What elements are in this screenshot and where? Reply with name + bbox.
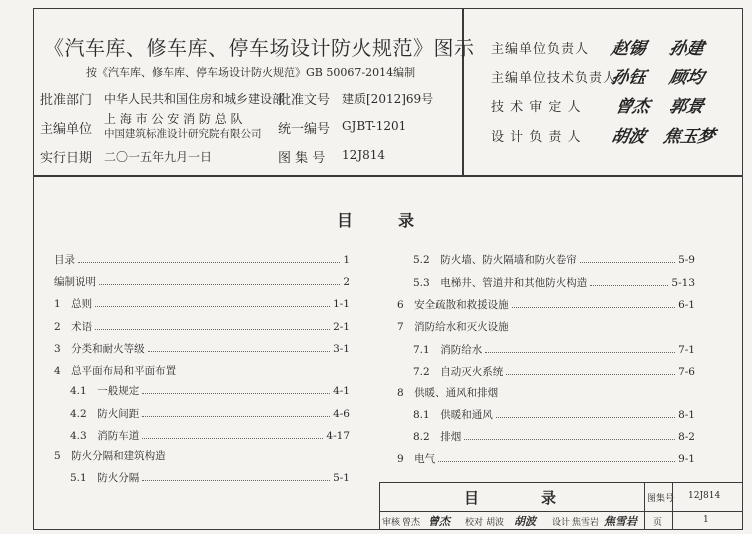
toc-entry-page: 6-1	[678, 299, 695, 311]
toc-entry-page: 4-17	[326, 430, 350, 442]
toc-heading-char-2: 录	[398, 211, 415, 230]
toc-leader-dots	[580, 261, 675, 263]
unified-no-label: 统一编号	[278, 122, 331, 137]
toc-entry[interactable]	[54, 296, 350, 310]
atlas-no-label: 图 集 号	[278, 151, 326, 166]
toc-leader-dots	[590, 284, 668, 286]
toc-entry-page: 4-1	[333, 385, 350, 397]
toc-leader-dots	[95, 328, 330, 330]
toc-leader-dots	[95, 305, 330, 307]
title-block-checker-name: 胡波	[486, 518, 505, 528]
toc-entry-page: 5-9	[678, 254, 695, 266]
toc-leader-dots	[512, 306, 675, 308]
toc-entry[interactable]	[70, 470, 350, 484]
toc-entry-label: 编制说明	[54, 276, 96, 288]
editor-unit-value-1: 上 海 市 公 安 消 防 总 队	[104, 112, 243, 126]
title-block-check-label: 校对	[465, 518, 484, 528]
title-block-designer-signature: 焦雪岩	[604, 515, 637, 528]
signature-chief-unit-1: 赵锡	[609, 39, 648, 59]
toc-entry[interactable]	[54, 274, 350, 288]
toc-entry-label: 5.2 防火墙、防火隔墙和防火卷帘	[413, 254, 577, 266]
toc-entry-label: 目录	[54, 254, 75, 266]
title-block-atlas-label: 图集号	[647, 494, 675, 504]
approval-dept-value: 中华人民共和国住房和城乡建设部	[104, 92, 285, 106]
toc-entry-page: 9-1	[678, 453, 695, 465]
toc-entry-label: 6 安全疏散和救援设施	[397, 299, 509, 311]
toc-entry[interactable]	[70, 428, 350, 442]
toc-leader-dots	[99, 283, 340, 285]
approval-doc-value: 建质[2012]69号	[342, 92, 434, 106]
toc-entry-page: 3-1	[333, 343, 350, 355]
toc-entry-page: 5-13	[671, 277, 695, 289]
signature-design-lead-2: 焦玉梦	[661, 127, 717, 147]
toc-entry-page: 8-1	[678, 409, 695, 421]
title-block-divider	[644, 482, 645, 530]
toc-section-title[interactable]: 7 消防给水和灭火设施	[397, 321, 509, 333]
signature-design-lead-1: 胡波	[609, 127, 648, 147]
toc-entry-page: 8-2	[678, 431, 695, 443]
toc-entry[interactable]	[413, 429, 695, 443]
editor-unit-label: 主编单位	[40, 122, 93, 137]
title-block-review-label: 审核	[382, 518, 401, 528]
toc-leader-dots	[142, 392, 330, 394]
signature-tech-review-1: 曾杰	[613, 97, 652, 117]
toc-entry-label: 2 术语	[54, 321, 93, 333]
signature-tech-lead-1: 孙钰	[609, 68, 648, 88]
toc-leader-dots	[78, 261, 340, 263]
editor-unit-value-2: 中国建筑标准设计研究院有限公司	[104, 128, 262, 140]
toc-leader-dots	[142, 415, 330, 417]
resp-label-tech-lead: 主编单位技术负责人	[491, 71, 618, 86]
atlas-title: 《汽车库、修车库、停车场设计防火规范》图示	[44, 36, 475, 60]
toc-leader-dots	[148, 350, 330, 352]
toc-entry[interactable]	[70, 383, 350, 397]
toc-section-title[interactable]: 5 防火分隔和建筑构造	[54, 450, 166, 462]
toc-entry-page: 7-6	[678, 366, 695, 378]
title-block-page-value: 1	[703, 515, 709, 525]
toc-entry-page: 1	[343, 254, 350, 266]
title-block-checker-signature: 胡波	[514, 515, 536, 528]
title-block-designer-name: 焦雪岩	[572, 518, 600, 528]
toc-entry[interactable]	[54, 252, 350, 266]
approval-doc-label: 批准文号	[278, 93, 331, 108]
title-block-title-char-2: 录	[541, 489, 559, 507]
resp-label-design-lead: 设 计 负 责 人	[491, 130, 582, 145]
toc-entry[interactable]	[413, 252, 695, 266]
signature-chief-unit-2: 孙建	[667, 39, 706, 59]
resp-label-tech-review: 技 术 审 定 人	[491, 100, 582, 115]
impl-date-value: 二〇一五年九月一日	[104, 150, 213, 164]
toc-entry-page: 4-6	[333, 408, 350, 420]
toc-leader-dots	[464, 438, 675, 440]
toc-heading-char-1: 目	[337, 211, 354, 230]
resp-label-chief-unit: 主编单位负责人	[491, 42, 590, 57]
toc-leader-dots	[506, 373, 675, 375]
title-block-reviewer-signature: 曾杰	[428, 515, 450, 528]
title-block-reviewer-name: 曾杰	[402, 518, 421, 528]
toc-entry-label: 8.1 供暖和通风	[413, 409, 493, 421]
toc-entry[interactable]	[54, 319, 350, 333]
toc-entry-label: 4.3 消防车道	[70, 430, 140, 442]
toc-entry[interactable]	[413, 275, 695, 289]
toc-leader-dots	[438, 460, 675, 462]
signature-tech-review-2: 郭景	[667, 97, 706, 117]
title-block-divider	[672, 482, 673, 530]
signature-tech-lead-2: 顾均	[667, 68, 706, 88]
atlas-no-value: 12J814	[342, 148, 385, 162]
toc-entry[interactable]	[413, 342, 695, 356]
title-block-divider	[379, 511, 743, 512]
toc-section-title[interactable]: 8 供暖、通风和排烟	[397, 387, 499, 399]
toc-entry[interactable]	[413, 407, 695, 421]
title-block-title-char-1: 目	[464, 489, 482, 507]
title-block-page-label: 页	[653, 518, 663, 528]
toc-entry-label: 8.2 排烟	[413, 431, 462, 443]
toc-entry-label: 5.3 电梯井、管道井和其他防火构造	[413, 277, 588, 289]
toc-entry-label: 5.1 防火分隔	[70, 472, 140, 484]
toc-entry-label: 3 分类和耐火等级	[54, 343, 145, 355]
unified-no-value: GJBT-1201	[342, 119, 407, 133]
toc-entry-label: 4.2 防火间距	[70, 408, 140, 420]
toc-entry-page: 5-1	[333, 472, 350, 484]
toc-entry[interactable]	[54, 341, 350, 355]
toc-leader-dots	[142, 479, 330, 481]
title-block-design-label: 设计	[552, 518, 571, 528]
title-block-atlas-value: 12J814	[688, 491, 721, 501]
approval-dept-label: 批准部门	[40, 93, 93, 108]
toc-entry[interactable]	[70, 406, 350, 420]
toc-entry-page: 2-1	[333, 321, 350, 333]
toc-entry-label: 9 电气	[397, 453, 436, 465]
toc-leader-dots	[485, 351, 675, 353]
atlas-subtitle: 按《汽车库、修车库、停车场设计防火规范》GB 50067-2014编制	[86, 66, 416, 79]
toc-entry-label: 4.1 一般规定	[70, 385, 140, 397]
toc-entry-label: 7.2 自动灭火系统	[413, 366, 504, 378]
toc-leader-dots	[142, 437, 323, 439]
toc-entry-label: 1 总则	[54, 298, 93, 310]
toc-leader-dots	[496, 416, 675, 418]
toc-entry[interactable]	[413, 364, 695, 378]
impl-date-label: 实行日期	[40, 151, 93, 166]
toc-section-title[interactable]: 4 总平面布局和平面布置	[54, 365, 177, 377]
toc-entry-page: 1-1	[333, 298, 350, 310]
toc-entry[interactable]	[397, 451, 695, 465]
toc-entry-page: 7-1	[678, 344, 695, 356]
toc-entry[interactable]	[397, 297, 695, 311]
toc-entry-page: 2	[343, 276, 350, 288]
toc-entry-label: 7.1 消防给水	[413, 344, 483, 356]
